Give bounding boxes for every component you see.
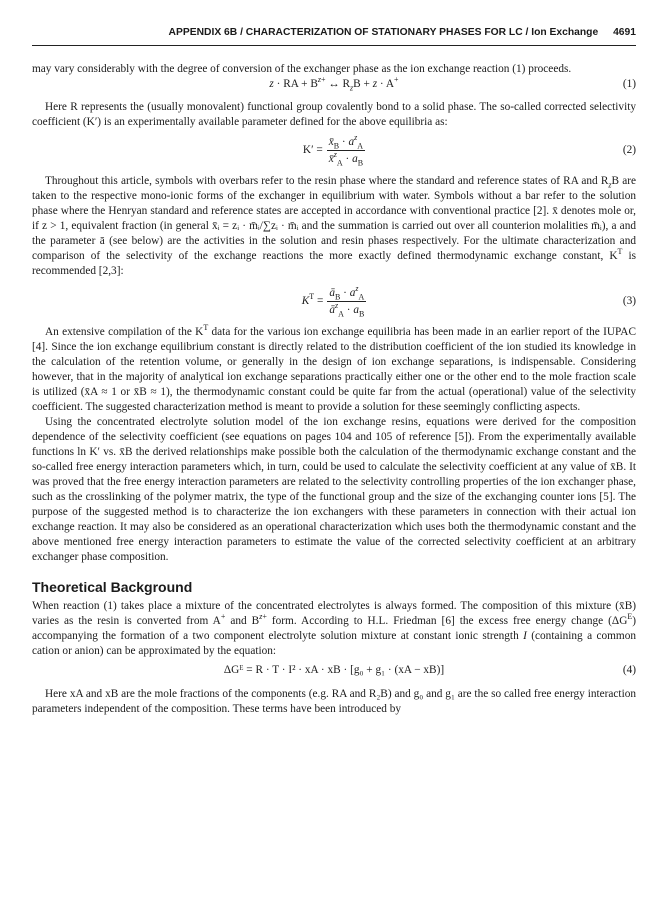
running-header [32,27,636,41]
paragraph-6: When reaction (1) takes place a mixture of the concentrated electrolytes is always formed. The composition of this mixture (x̄B) varies as the resin is converted from A+ and $B^{z+}$ form. According to H.L. Friedman [6] the excess free energy change $(\Delta G^E)$ accompanying the formation of a two component electrolyte solution mixture at constant ionic strength I (containing a common cation or anion) can be approximated by the equation: [32,600,637,657]
paragraph-1: may vary considerably with the degree of conversion of the exchanger phase as the ion exchange reaction (1) proceeds. [32,63,572,75]
equation-2-number: (2) [622,144,636,156]
equation-3-number: (3) [622,295,636,307]
section-heading: Theoretical Background [32,579,193,595]
paragraph-7: Here xA and xB are the mole fractions of the components (e.g. RA and R₂B) and g₀ and g₁ are the so called free energy interaction parameters independent of the composition. These terms have been introduced by [32,688,636,715]
equation-4-number: (4) [622,664,636,676]
equation-4 [32,663,636,680]
paragraph-2: Here R represents the (usually monovalent) functional group covalently bond to a solid phase. The so-called corrected selectivity coefficient (K′) is an experimentally available parameter defined for the above equilibria as: [32,101,636,128]
equation-2-lhs: K′ = [302,144,323,156]
equation-3: $K^T$ = $\frac{ā_B \cdot a^z_A}{ā^z_A \cdot a_B}$ (3) [301,284,636,319]
equation-1: z · RA + $B^{z+}$ ↔ $R_zB + z \cdot A^+$ (1) [269,75,636,93]
paragraph-3: Throughout this article, symbols with overbars refer to the resin phase where the standard and reference states of RA and $R_zB$ are taken to the respective mono-ionic forms of the exchanger in equilibrium with water. Symbols without a bar refer to the solution phase where the Henryan standard and reference states are accepted in accordance with conventional practice [2]. x̄ denotes mole or, if z > 1, equivalent fraction (in general x̄ᵢ = zᵢ · m̄ᵢ/∑zᵢ · m̄ᵢ and the summation is carried out over all counterion molalities m̄ᵢ), a and the parameter ā (see below) are the activities in the solution and resin phases respectively. For the ultimate characterization and comparison of the selectivity of the exchange reactions the more exactly defined thermodynamic exchange constant, $K^T$ is recommended [2,3]: [32,175,636,277]
page-number: 4691 [613,27,636,38]
paragraph-4: An extensive compilation of the $K^T$ data for the various ion exchange equilibria has been made in an earlier report of the IUPAC [4]. Since the ion exchange equilibrium constant is directly related to the distribution coefficient of the ion studied its knowledge in the calculation of the retention volume, or generally in the design of ion exchange separations, is indispensable. Considering however, that in the majority of analytical ion exchange separations practically either one or the other end to the mole fraction scale is utilized (x̄A ≈ 1 or x̄B ≈ 1), the thermodynamic constant could be quite far from the actual (operational) value of the selectivity coefficient. The suggested characterization method is meant to provide a solution for these seemingly conflicting aspects. [32,323,636,413]
equation-2: K′ = $\frac{x̄_B \cdot a^z_A}{x̄^z_A \cdot a_B}$ (2) [302,133,636,168]
equation-4-body: ΔGᴱ = R · T · I² · xA · xB · [g₀ + g₁ · (xA − xB)] [223,664,445,676]
header-title: APPENDIX 6B / CHARACTERIZATION OF STATIONARY PHASES FOR LC / Ion Exchange [168,27,599,38]
article-body [32,62,636,717]
equation-1-number: (1) [622,78,636,90]
header-rule [32,45,636,46]
paragraph-5: Using the concentrated electrolyte solution model of the ion exchange resins, equations were derived for the composition dependence of the selectivity coefficient (see equations on pages 104 and 105 of reference [5]). From the experimentally available functions ln K′ vs. x̄B the derived relationships make possible both the calculation of the thermodynamic exchange constant and the so-called free energy interaction parameters which, in turn, could be used to calculate the selectivity coefficient at any value of x̄B. It was proved that the free energy interaction parameters are related to the selectivity controlling properties of the ion exchanger phase, such as the crosslinking of the polymer matrix, the type of the functional group and the size of the exchanging counter ions [5]. The purpose of the suggested method is to characterize the ion exchangers with these parameters in connection with their actual ion exchange reaction. It may also be considered as an operational characterization which uses both the thermodynamic constant and the above mentioned free energy interaction parameters to estimate the value of the corrected selectivity coefficient at an arbitrary exchanger phase composition. [32,416,636,563]
